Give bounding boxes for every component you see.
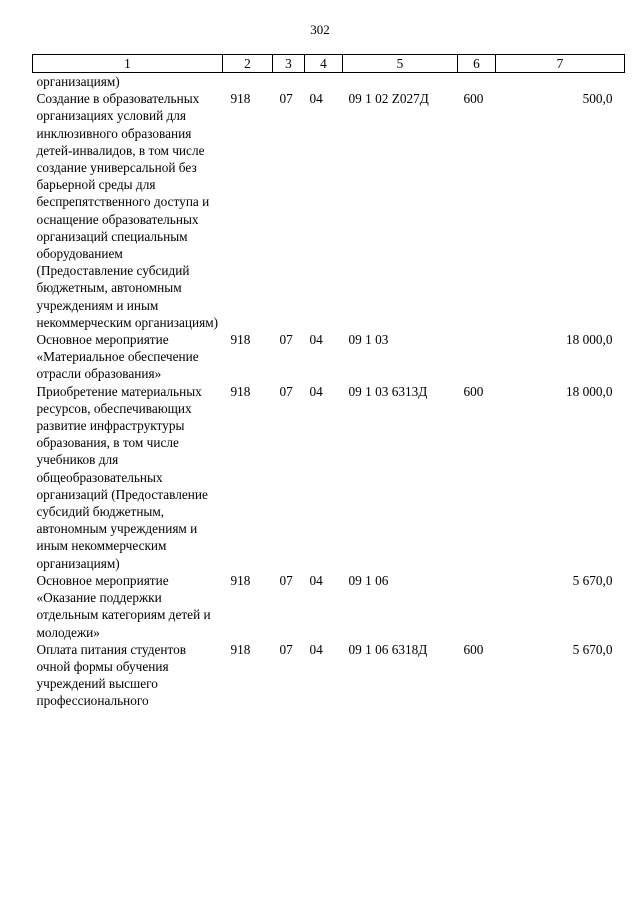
department-code: 918	[230, 91, 251, 107]
column-header: 4	[305, 55, 343, 73]
department-code: 918	[230, 641, 251, 657]
subsection-code: 04	[309, 91, 323, 107]
target-article-code: 09 1 06 6318Д	[348, 641, 428, 657]
table-row	[33, 641, 625, 710]
expense-type-code: 600	[463, 91, 484, 107]
target-article-code: 09 1 02 Z027Д	[348, 91, 429, 107]
item-name: Основное мероприятие «Оказание поддержки отдельным категориям детей и молодежи»	[36, 572, 211, 640]
target-article-code: 09 1 06	[348, 572, 389, 588]
subsection-code	[305, 73, 343, 91]
subsection-code: 04	[309, 641, 323, 657]
table-row	[33, 383, 625, 572]
expense-type-code	[458, 572, 496, 641]
section-code	[273, 73, 305, 91]
expense-type-code: 600	[463, 383, 484, 399]
section-code: 07	[279, 572, 293, 588]
department-code: 918	[230, 572, 251, 588]
department-code: 918	[230, 332, 251, 348]
department-code	[223, 73, 273, 91]
table-row	[33, 331, 625, 383]
table-row	[33, 90, 625, 331]
budget-table	[32, 54, 625, 710]
section-code: 07	[279, 383, 293, 399]
subsection-code: 04	[309, 332, 323, 348]
expense-type-code	[458, 73, 496, 91]
amount: 18 000,0	[565, 332, 613, 348]
column-header: 2	[223, 55, 273, 73]
section-code: 07	[279, 332, 293, 348]
item-name: организациям)	[36, 74, 120, 89]
amount: 18 000,0	[565, 383, 613, 399]
item-name: Приобретение материальных ресурсов, обеспечивающих развитие инфраструктуры образования, в том числе учебников для общеобразовательных организаций (Предоставление субсидий бюджетным, автономным учреждениям и иным некоммерческим организациям)	[36, 383, 208, 571]
amount: 5 670,0	[572, 572, 613, 588]
subsection-code: 04	[309, 383, 323, 399]
column-header: 6	[458, 55, 496, 73]
target-article-code: 09 1 03 6313Д	[348, 383, 428, 399]
amount: 5 670,0	[572, 641, 613, 657]
subsection-code: 04	[309, 572, 323, 588]
amount: 500,0	[582, 91, 613, 107]
expense-type-code: 600	[463, 641, 484, 657]
table-row	[33, 73, 625, 91]
amount	[496, 73, 625, 91]
target-article-code: 09 1 03	[348, 332, 389, 348]
item-name: Создание в образовательных организациях условий для инклюзивного образования детей-инвалидов, в том числе создание универсальной без барьерной среды для беспрепятственного доступа и оснащение образовательных организаций специальным оборудованием (Предоставление субсидий бюджетным, автономным учреждениям и иным некоммерческим организациям)	[36, 91, 219, 330]
column-number-header-row	[33, 55, 625, 73]
column-header: 5	[343, 55, 458, 73]
column-header: 3	[273, 55, 305, 73]
column-header: 7	[496, 55, 625, 73]
item-name: Оплата питания студентов очной формы обучения учреждений высшего профессионального	[36, 641, 187, 709]
section-code: 07	[279, 641, 293, 657]
expense-type-code	[458, 331, 496, 383]
department-code: 918	[230, 383, 251, 399]
column-header: 1	[33, 55, 223, 73]
item-name: Основное мероприятие «Материальное обеспечение отрасли образования»	[36, 332, 199, 382]
target-article-code	[343, 73, 458, 91]
table-row	[33, 572, 625, 641]
section-code: 07	[279, 91, 293, 107]
page-number: 302	[310, 22, 330, 37]
